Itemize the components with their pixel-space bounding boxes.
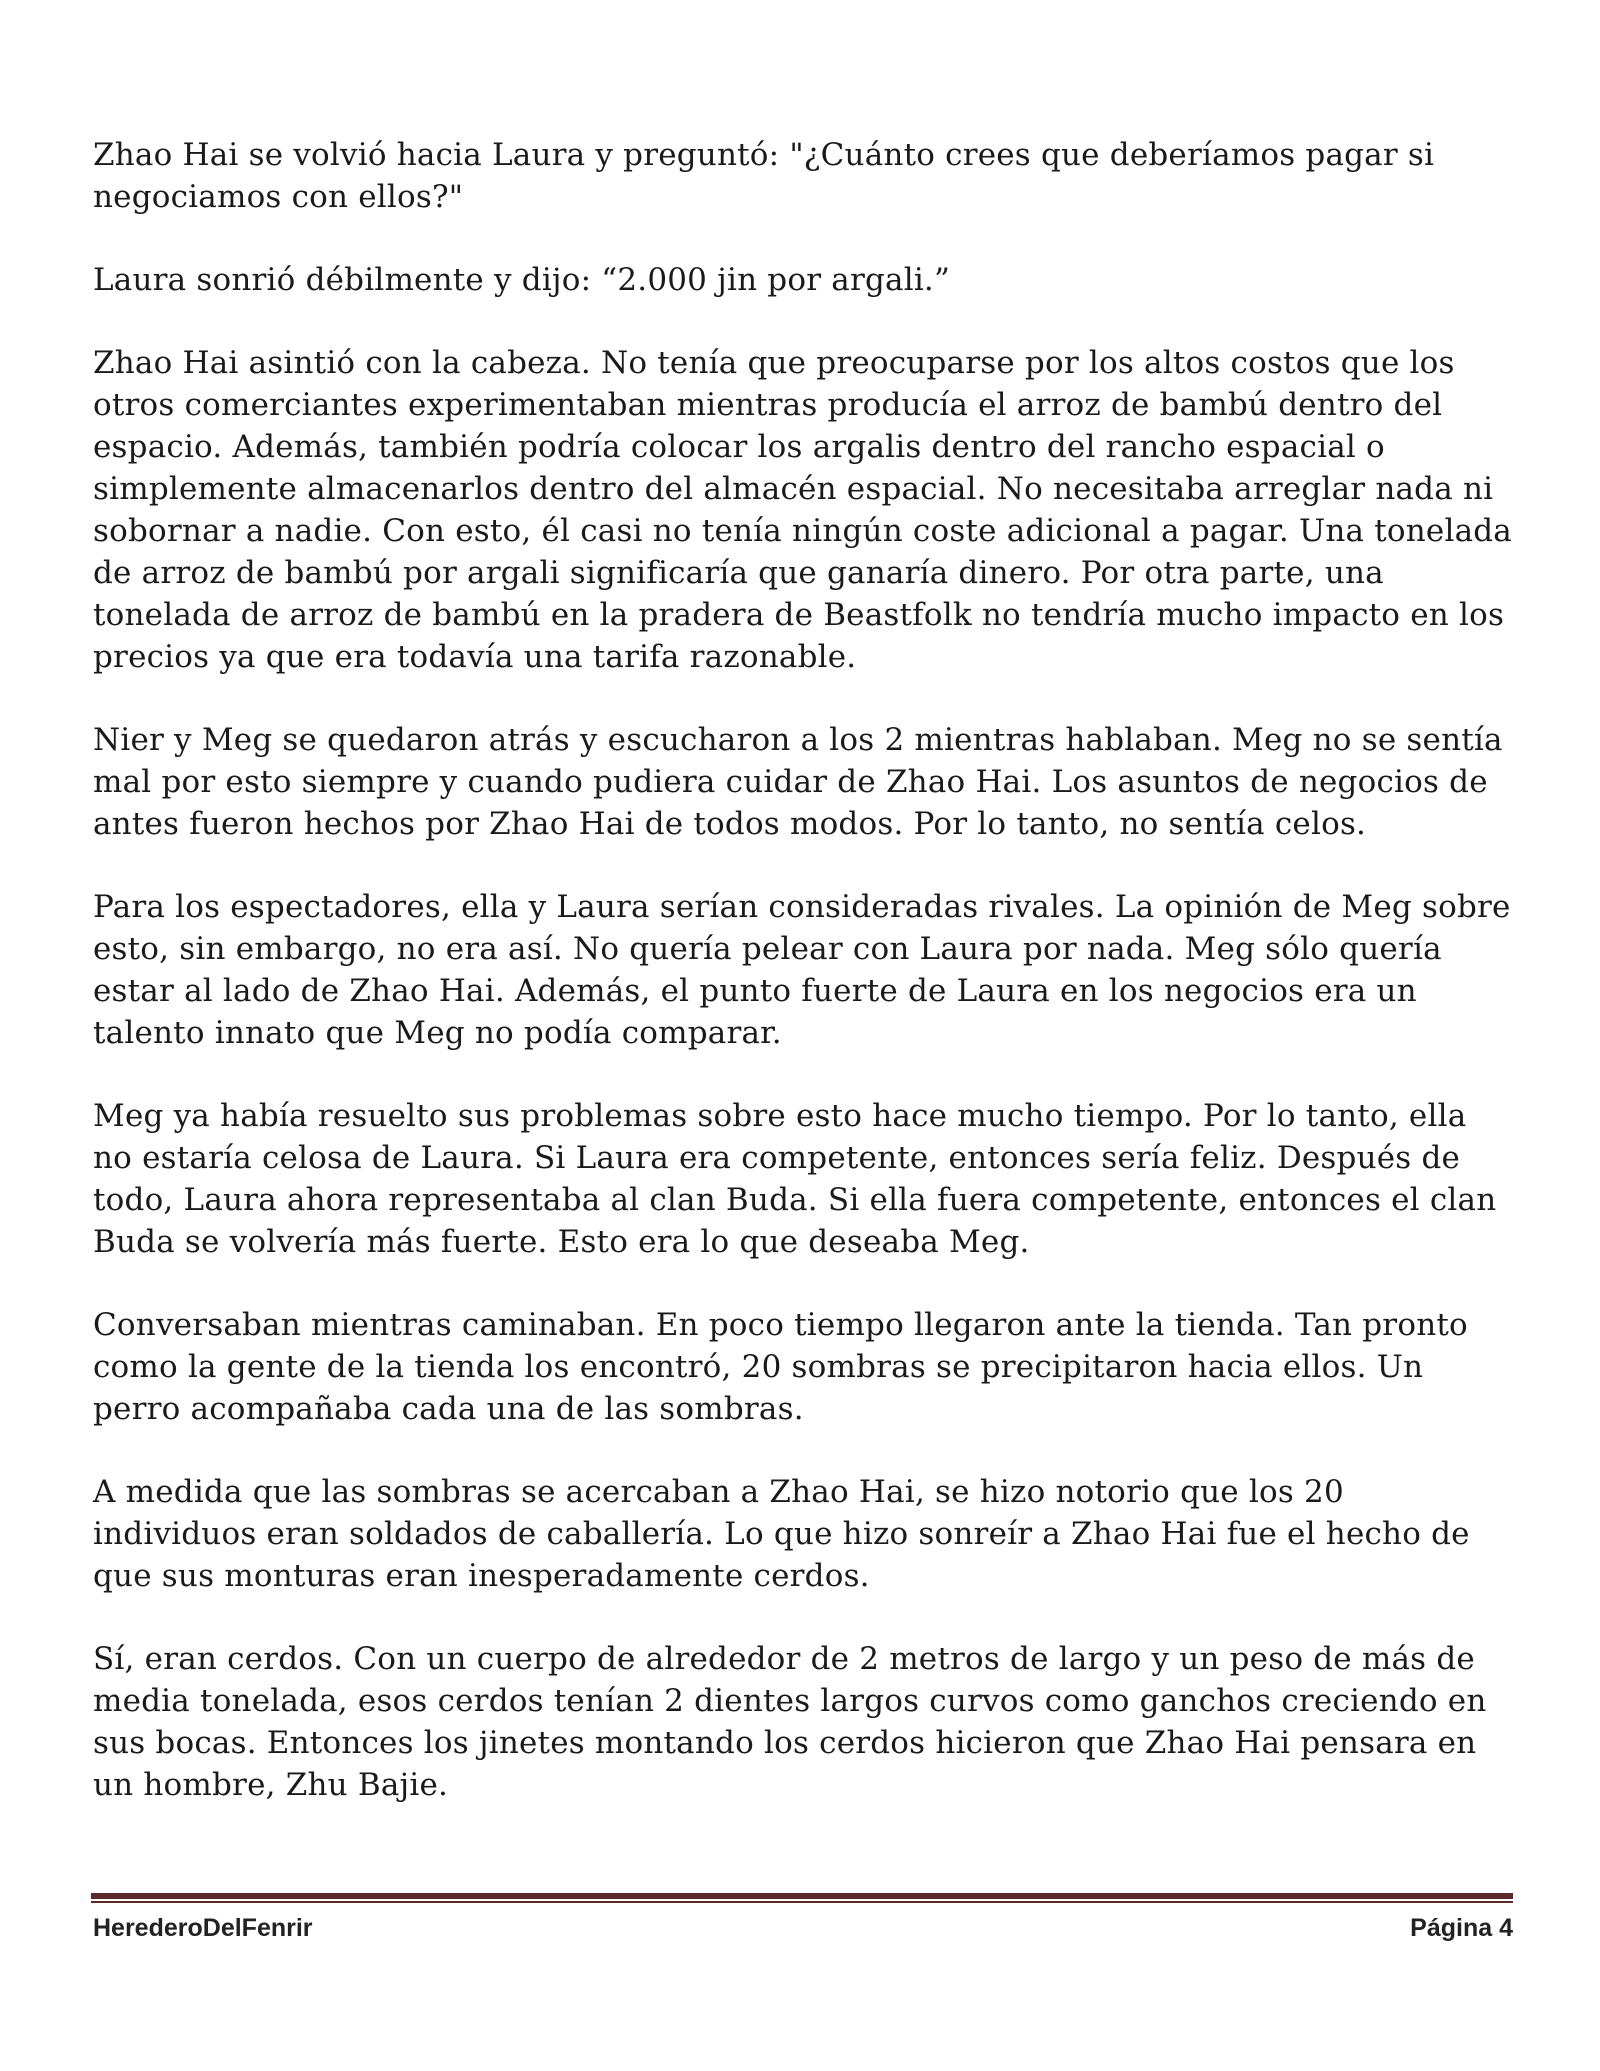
paragraph: Nier y Meg se quedaron atrás y escucharon a los 2 mientras hablaban. Meg no se sentía mal por esto siempre y cuando pudiera cuidar de Zhao Hai. Los asuntos de negocios de antes fueron hechos por Zhao Hai de todos modos. Por lo tanto, no sentía celos. [93,722,1503,842]
page-footer [93,1914,1513,1950]
paragraph: Conversaban mientras caminaban. En poco tiempo llegaron ante la tienda. Tan pronto como la gente de la tienda los encontró, 20 sombras se precipitaron hacia ellos. Un perro acompañaba cada una de las sombras. [93,1307,1468,1427]
paragraph: Sí, eran cerdos. Con un cuerpo de alrededor de 2 metros de largo y un peso de más de media tonelada, esos cerdos tenían 2 dientes largos curvos como ganchos creciendo en sus bocas. Entonces los jinetes montando los cerdos hicieron que Zhao Hai pensara en un hombre, Zhu Bajie. [93,1641,1487,1803]
paragraph: A medida que las sombras se acercaban a Zhao Hai, se hizo notorio que los 20 individuos eran soldados de caballería. Lo que hizo sonreír a Zhao Hai fue el hecho de que sus monturas eran inesperadamente cerdos. [93,1474,1470,1594]
footer-divider [91,1893,1513,1903]
paragraph: Zhao Hai asintió con la cabeza. No tenía que preocuparse por los altos costos que los otros comerciantes experimentaban mientras producía el arroz de bambú dentro del espacio. Además, también podría colocar los argalis dentro del rancho espacial o simplemente almacenarlos dentro del almacén espacial. No necesitaba arreglar nada ni sobornar a nadie. Con esto, él casi no tenía ningún coste adicional a pagar. Una tonelada de arroz de bambú por argali significaría que ganaría dinero. Por otra parte, una tonelada de arroz de bambú en la pradera de Beastfolk no tendría mucho impacto en los precios ya que era todavía una tarifa razonable. [93,345,1512,675]
page-number: Página 4 [1410,1914,1513,1942]
footer-author: HerederoDelFenrir [93,1914,313,1942]
footer-divider-thin [91,1901,1513,1903]
paragraph: Meg ya había resuelto sus problemas sobre esto hace mucho tiempo. Por lo tanto, ella no estaría celosa de Laura. Si Laura era competente, entonces sería feliz. Después de todo, Laura ahora representaba al clan Buda. Si ella fuera competente, entonces el clan Buda se volvería más fuerte. Esto era lo que deseaba Meg. [93,1098,1497,1260]
paragraph: Zhao Hai se volvió hacia Laura y preguntó: "¿Cuánto crees que deberíamos pagar si negociamos con ellos?" [93,137,1435,215]
document-body [93,134,1513,1806]
footer-divider-thick [91,1893,1513,1899]
paragraph: Laura sonrió débilmente y dijo: “2.000 jin por argali.” [93,262,951,298]
paragraph: Para los espectadores, ella y Laura serían consideradas rivales. La opinión de Meg sobre esto, sin embargo, no era así. No quería pelear con Laura por nada. Meg sólo quería estar al lado de Zhao Hai. Además, el punto fuerte de Laura en los negocios era un talento innato que Meg no podía comparar. [93,889,1511,1051]
